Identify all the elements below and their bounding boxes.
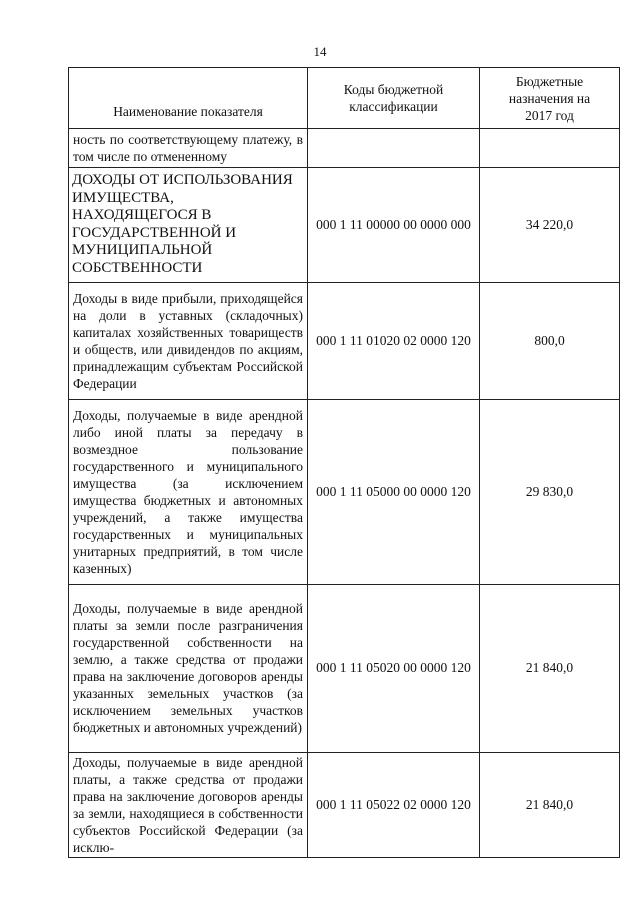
header-amount: Бюджетные назначения на 2017 год [480,68,620,129]
row-code: 000 1 11 05022 02 0000 120 [308,752,480,857]
page-number: 14 [313,44,327,59]
row-amount: 34 220,0 [480,168,620,283]
table-row [69,752,620,857]
budget-table [68,67,620,858]
header-codes: Коды бюджетной классификации [308,68,480,129]
row-name: ДОХОДЫ ОТ ИСПОЛЬЗОВАНИЯ ИМУЩЕСТВА, НАХОДЯЩЕГОСЯ В ГОСУДАРСТВЕННОЙ И МУНИЦИПАЛЬНОЙ СОБСТВЕННОСТИ [69,168,308,283]
row-code: 000 1 11 00000 00 0000 000 [308,168,480,283]
table-row [69,282,620,399]
row-amount: 800,0 [480,282,620,399]
row-name: Доходы, получаемые в виде арендной платы за земли после разграничения государственной собственности на землю, а также средства от продажи права на заключение договоров аренды указанных земельных участков (за исключением земельных участков бюджетных и автономных учреждений) [69,584,308,752]
row-name: ность по соответствующему платежу, в том числе по отмененному [69,129,308,168]
row-name: Доходы, получаемые в виде арендной либо иной платы за передачу в возмездное пользование государственного и муниципального имущества (за исключением имущества бюджетных и автономных учреждений, а также имущества государственных и муниципальных унитарных предприятий, в том числе казенных) [69,399,308,584]
row-amount: 29 830,0 [480,399,620,584]
header-name: Наименование показателя [69,68,308,129]
row-code: 000 1 11 05000 00 0000 120 [308,399,480,584]
row-code: 000 1 11 01020 02 0000 120 [308,282,480,399]
table-row [69,129,620,168]
row-name: Доходы, получаемые в виде арендной платы, а также средства от продажи права на заключение договоров аренды за земли, находящиеся в собственности субъектов Российской Федерации (за исклю- [69,752,308,857]
row-name: Доходы в виде прибыли, приходящейся на доли в уставных (складочных) капиталах хозяйственных товариществ и обществ, или дивидендов по акциям, принадлежащим субъектам Российской Федерации [69,282,308,399]
row-code: 000 1 11 05020 00 0000 120 [308,584,480,752]
row-amount: 21 840,0 [480,752,620,857]
table-row [69,168,620,283]
table-row [69,399,620,584]
table-row [69,584,620,752]
row-code [308,129,480,168]
table-header-row [69,68,620,129]
row-amount: 21 840,0 [480,584,620,752]
row-amount [480,129,620,168]
